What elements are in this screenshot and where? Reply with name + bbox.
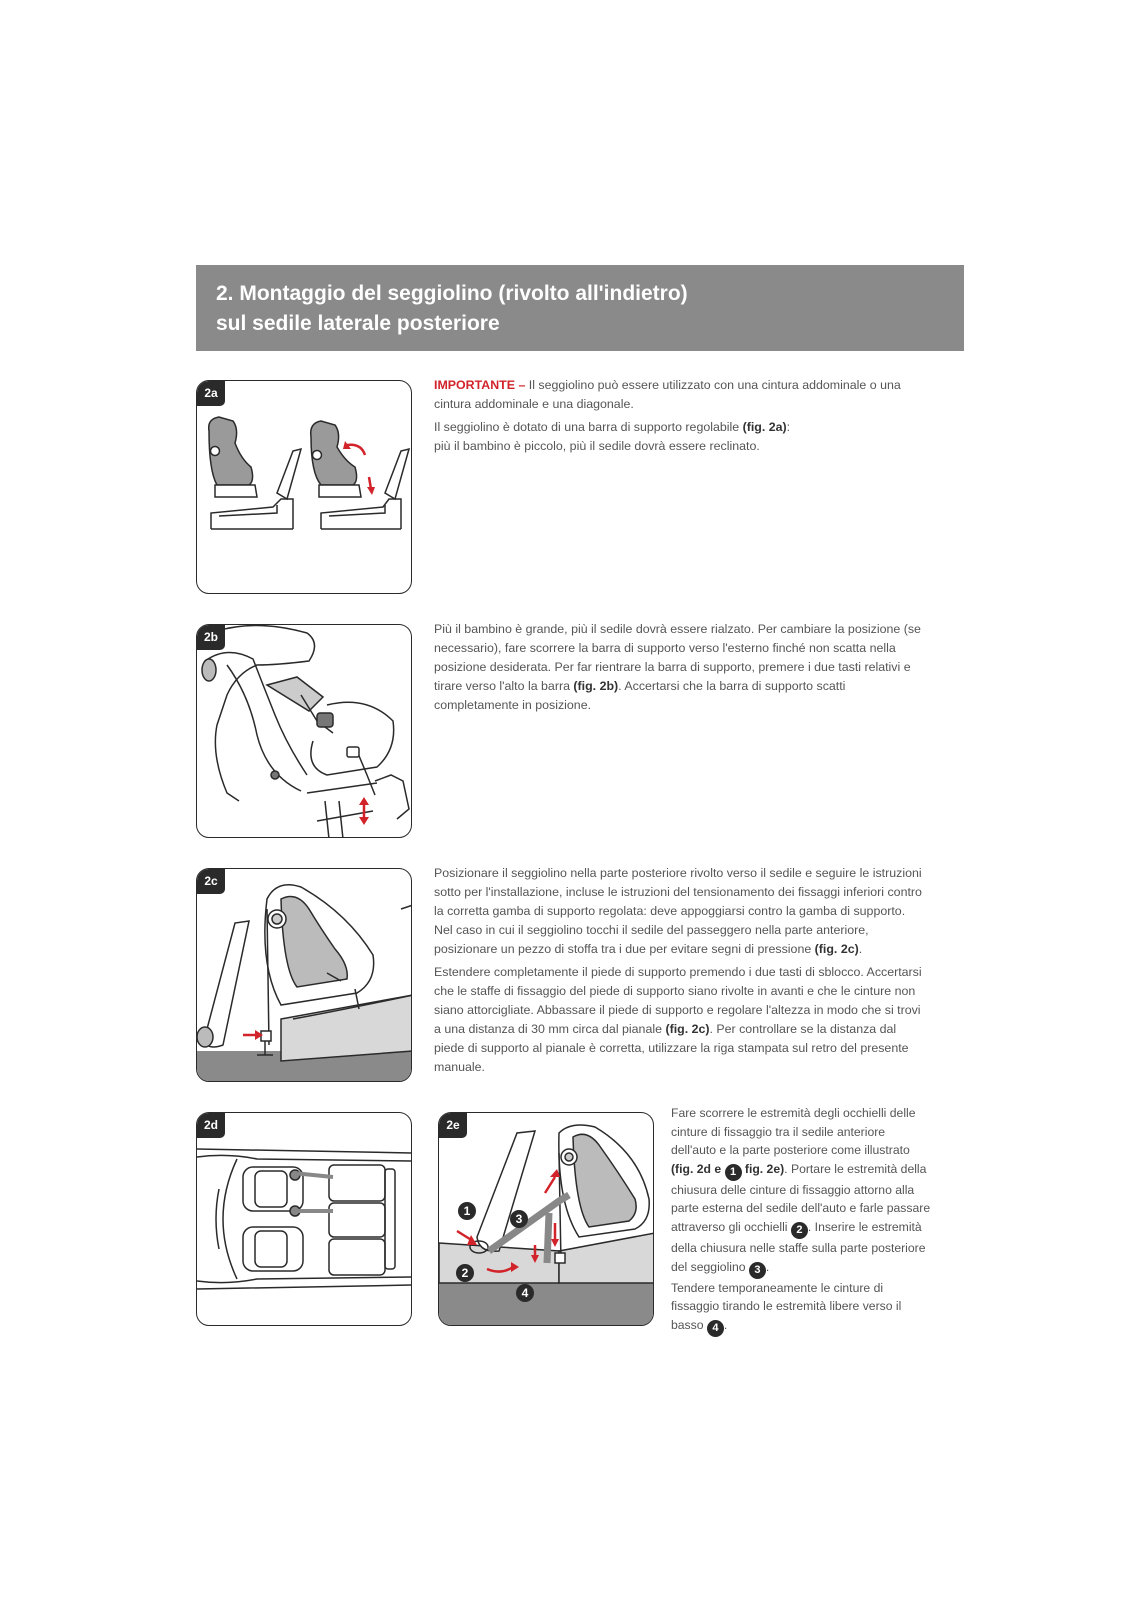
support-bar-text: Il seggiolino è dotato di una barra di supporto regolabile (434, 420, 743, 434)
step-2-marker: 2 (461, 1266, 469, 1280)
support-leg-text-end: . Per controllare se la distanza dal piede di supporto al pianale è corretta, utilizzare la riga stampata sul retro del presente manuale. (434, 1022, 909, 1074)
seat-recline-illustration (197, 381, 412, 594)
recline-adjust-text-end: . Accertarsi che la barra di supporto scatti completamente in posizione. (434, 679, 846, 712)
figure-ref-2e: fig. 2e) (741, 1161, 785, 1176)
figure-label-2b: 2b (197, 625, 225, 650)
section-title-line-2: sul sedile laterale posteriore (216, 312, 500, 335)
tether-insert-text: . Inserire le estremità della chiusura nelle staffe sulla parte posteriore del seggiolino (671, 1219, 926, 1274)
figure-ref-2c-1: (fig. 2c) (814, 942, 859, 956)
figure-2d (196, 1112, 412, 1326)
tether-straps-illustration (439, 1113, 654, 1326)
step-3-marker: 3 (515, 1212, 523, 1226)
support-leg-illustration (197, 869, 412, 1082)
step-4-badge: 4 (707, 1320, 724, 1337)
figure-ref-2b: (fig. 2b) (573, 679, 619, 693)
tether-intro-text: Fare scorrere le estremità degli occhielli delle cinture di fissaggio tra il sedile anteriore dell'auto e la parte posteriore come illustrato (671, 1106, 916, 1158)
text-block-2c (434, 864, 922, 1081)
step-3-badge: 3 (749, 1262, 766, 1279)
figure-label-2c: 2c (197, 869, 225, 894)
figure-ref-2c-2: (fig. 2c) (665, 1022, 710, 1036)
recline-adjust-text: Più il bambino è grande, più il sedile dovrà essere rialzato. Per cambiare la posizione (se necessario), fare scorrere la barra di supporto verso l'esterno finché non scatta nella posizione desiderata. Per far rientrare la barra di supporto, premere i due tasti relativi e tirare verso l'alto la barra (434, 622, 921, 693)
support-leg-text: Estendere completamente il piede di supporto premendo i due tasti di sblocco. Accertarsi che le staffe di fissaggio del piede di supporto siano rivolte in avanti e che le cinture non siano attorcigliate. Abbassare il piede di supporto e regolare l'altezza in modo che si trovi a una distanza di 30 mm circa dal pianale (434, 965, 922, 1036)
text-block-2b (434, 620, 922, 719)
text-block-2e (671, 1104, 933, 1341)
tether-insert-end: . (765, 1259, 770, 1274)
important-text: Il seggiolino può essere utilizzato con una cintura addominale o una cintura addominale e una diagonale. (434, 378, 901, 411)
tether-tighten-text: Tendere temporaneamente le cinture di fissaggio tirando le estremità libere verso il basso (671, 1280, 902, 1332)
tether-loop-text: . Portare le estremità della chiusura delle cinture di fissaggio attorno alla parte esterna del sedile dell'auto e farle passare attraverso gli occhielli (671, 1161, 931, 1234)
support-bar-colon: : (786, 420, 791, 434)
position-seat-text-end: . (858, 942, 863, 956)
section-header (196, 265, 964, 351)
paragraph-support-leg (434, 963, 922, 1077)
step-4-marker: 4 (521, 1286, 529, 1300)
car-top-view-illustration (197, 1113, 412, 1326)
figure-2e (438, 1112, 654, 1326)
figure-label-2a: 2a (197, 381, 225, 406)
figure-2a (196, 380, 412, 594)
figure-ref-2a: (fig. 2a) (742, 420, 787, 434)
position-seat-text: Posizionare il seggiolino nella parte posteriore rivolto verso il sedile e seguire le istruzioni sotto per l'installazione, incluse le istruzioni del tensionamento dei fissaggi inferiori contro la corretta gamba di supporto regolata: deve appoggiarsi contro la gamba di supporto. Nel caso in cui il seggiolino tocchi il sedile del passeggero nella parte anteriore, posizionare un pezzo di stoffa tra i due per evitare segni di pressione (434, 866, 922, 956)
paragraph-important (434, 376, 922, 414)
important-label: IMPORTANTE (434, 378, 515, 392)
figure-2b (196, 624, 412, 838)
figure-ref-2d: (fig. 2d e (671, 1161, 725, 1176)
section-title-line-1: 2. Montaggio del seggiolino (rivolto all'indietro) (216, 282, 688, 305)
recline-text: più il bambino è piccolo, più il sedile dovrà essere reclinato. (434, 439, 760, 453)
paragraph-support-bar (434, 418, 922, 456)
important-dash: – (515, 378, 529, 392)
paragraph-position-seat (434, 864, 922, 959)
figure-2c (196, 868, 412, 1082)
step-1-marker: 1 (463, 1204, 471, 1218)
figure-label-2d: 2d (197, 1113, 225, 1138)
tether-tighten-end: . (723, 1317, 728, 1332)
text-block-2a (434, 376, 922, 460)
paragraph-recline-adjust (434, 620, 922, 715)
step-2-badge: 2 (791, 1222, 808, 1239)
support-bar-illustration (197, 625, 412, 838)
figure-label-2e: 2e (439, 1113, 467, 1138)
paragraph-tether-straps (671, 1104, 933, 1337)
step-1-badge: 1 (725, 1164, 742, 1181)
